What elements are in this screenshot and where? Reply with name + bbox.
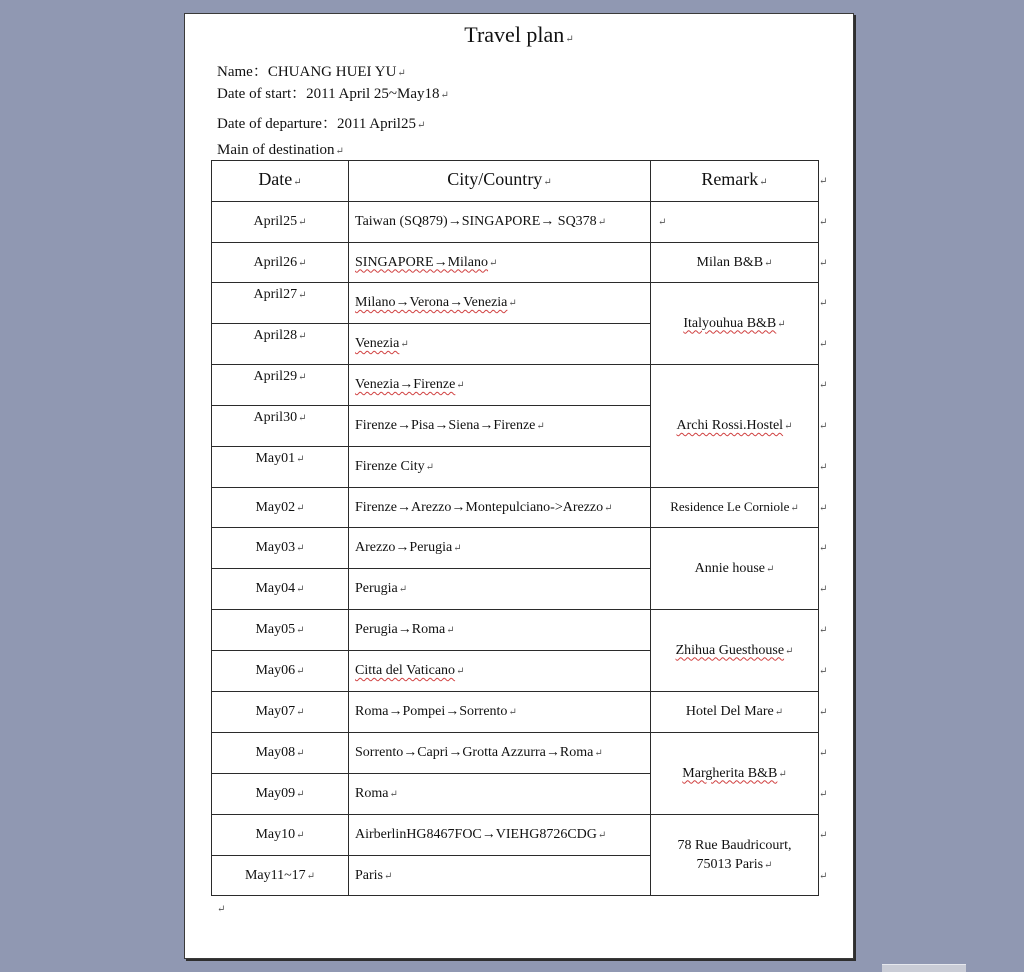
city-cell: Citta del Vaticano↵ [349, 651, 651, 692]
city-cell: Taiwan (SQ879)→SINGAPORE→ SQ378↵ [349, 202, 651, 243]
row-end-mark: ↵ [819, 870, 828, 882]
remark-cell: Archi Rossi.Hostel↵ [651, 365, 819, 488]
row-end-mark: ↵ [819, 502, 828, 514]
departure-date-line: Date of departure：2011 April25↵ [217, 116, 426, 132]
table-row [212, 202, 819, 243]
header-remark: Remark↵ [651, 161, 819, 202]
date-cell: May09↵ [212, 774, 349, 815]
remark-cell: Hotel Del Mare↵ [651, 692, 819, 733]
remark-cell: Margherita B&B↵ [651, 733, 819, 815]
table-row [212, 488, 819, 528]
city-cell: Firenze→Pisa→Siena→Firenze↵ [349, 406, 651, 447]
remark-cell: ↵ [651, 202, 819, 243]
city-cell: Perugia→Roma↵ [349, 610, 651, 651]
row-end-mark: ↵ [819, 584, 828, 595]
table-row [212, 283, 819, 324]
remark-address-line1: 78 Rue Baudricourt, [677, 837, 792, 853]
row-end-mark: ↵ [819, 257, 828, 269]
table-row [212, 528, 819, 569]
table-row [212, 365, 819, 406]
date-cell: April29↵ [212, 365, 349, 406]
city-cell: Paris↵ [349, 856, 651, 896]
table-header-row [212, 161, 819, 202]
start-date-line: Date of start：2011 April 25~May18↵ [217, 86, 449, 102]
remark-cell: Annie house↵ [651, 528, 819, 610]
row-end-mark: ↵ [819, 830, 828, 841]
row-end-mark: ↵ [819, 298, 828, 309]
header-date: Date↵ [212, 161, 349, 202]
city-cell: Firenze→Arezzo→Montepulciano->Arezzo↵ [349, 488, 651, 528]
header-city: City/Country↵ [349, 161, 651, 202]
date-cell: May10↵ [212, 815, 349, 856]
paragraph-mark: ↵ [217, 904, 226, 915]
date-cell: April25↵ [212, 202, 349, 243]
row-end-mark: ↵ [819, 625, 828, 636]
city-cell: Venezia→Firenze↵ [349, 365, 651, 406]
city-cell: Perugia↵ [349, 569, 651, 610]
date-cell: May06↵ [212, 651, 349, 692]
name-line: Name：CHUANG HUEI YU↵ [217, 64, 406, 80]
city-cell: Venezia↵ [349, 324, 651, 365]
row-end-mark: ↵ [819, 176, 828, 187]
date-cell: May05↵ [212, 610, 349, 651]
row-end-mark: ↵ [819, 748, 828, 759]
remark-cell: 78 Rue Baudricourt, 75013 Paris↵ [651, 815, 819, 896]
table-row [212, 692, 819, 733]
destination-line: Main of destination↵ [217, 142, 344, 158]
remark-cell: Residence Le Corniole↵ [651, 488, 819, 528]
city-cell: Roma↵ [349, 774, 651, 815]
date-cell: May04↵ [212, 569, 349, 610]
document-title: Travel plan↵ [464, 22, 574, 47]
table-row [212, 243, 819, 283]
row-end-mark: ↵ [819, 462, 828, 473]
row-end-mark: ↵ [819, 217, 828, 228]
city-cell: Sorrento→Capri→Grotta Azzurra→Roma↵ [349, 733, 651, 774]
date-cell: April26↵ [212, 243, 349, 283]
remark-cell: Zhihua Guesthouse↵ [651, 610, 819, 692]
row-end-mark: ↵ [819, 380, 828, 391]
row-end-mark: ↵ [819, 707, 828, 718]
city-cell: Roma→Pompei→Sorrento↵ [349, 692, 651, 733]
row-end-mark: ↵ [819, 789, 828, 800]
row-end-mark: ↵ [819, 666, 828, 677]
date-cell: May11~17↵ [212, 856, 349, 896]
remark-cell: Italyouhua B&B↵ [651, 283, 819, 365]
city-cell: Milano→Verona→Venezia↵ [349, 283, 651, 324]
table-row [212, 815, 819, 856]
city-cell: Arezzo→Perugia↵ [349, 528, 651, 569]
date-cell: April28↵ [212, 324, 349, 365]
date-cell: May07↵ [212, 692, 349, 733]
remark-cell: Milan B&B↵ [651, 243, 819, 283]
date-cell: April27↵ [212, 283, 349, 324]
date-cell: May03↵ [212, 528, 349, 569]
row-end-mark: ↵ [819, 421, 828, 432]
date-cell: April30↵ [212, 406, 349, 447]
remark-address-line2: 75013 Paris [696, 856, 764, 872]
table-row [212, 733, 819, 774]
city-cell: Firenze City↵ [349, 447, 651, 488]
city-cell: SINGAPORE→Milano↵ [349, 243, 651, 283]
date-cell: May01↵ [212, 447, 349, 488]
date-cell: May02↵ [212, 488, 349, 528]
row-end-mark: ↵ [819, 543, 828, 554]
row-end-mark: ↵ [819, 339, 828, 350]
city-cell: AirberlinHG8467FOC→VIEHG8726CDG↵ [349, 815, 651, 856]
date-cell: May08↵ [212, 733, 349, 774]
itinerary-table [211, 160, 819, 896]
document-page [184, 13, 854, 959]
table-row [212, 610, 819, 651]
